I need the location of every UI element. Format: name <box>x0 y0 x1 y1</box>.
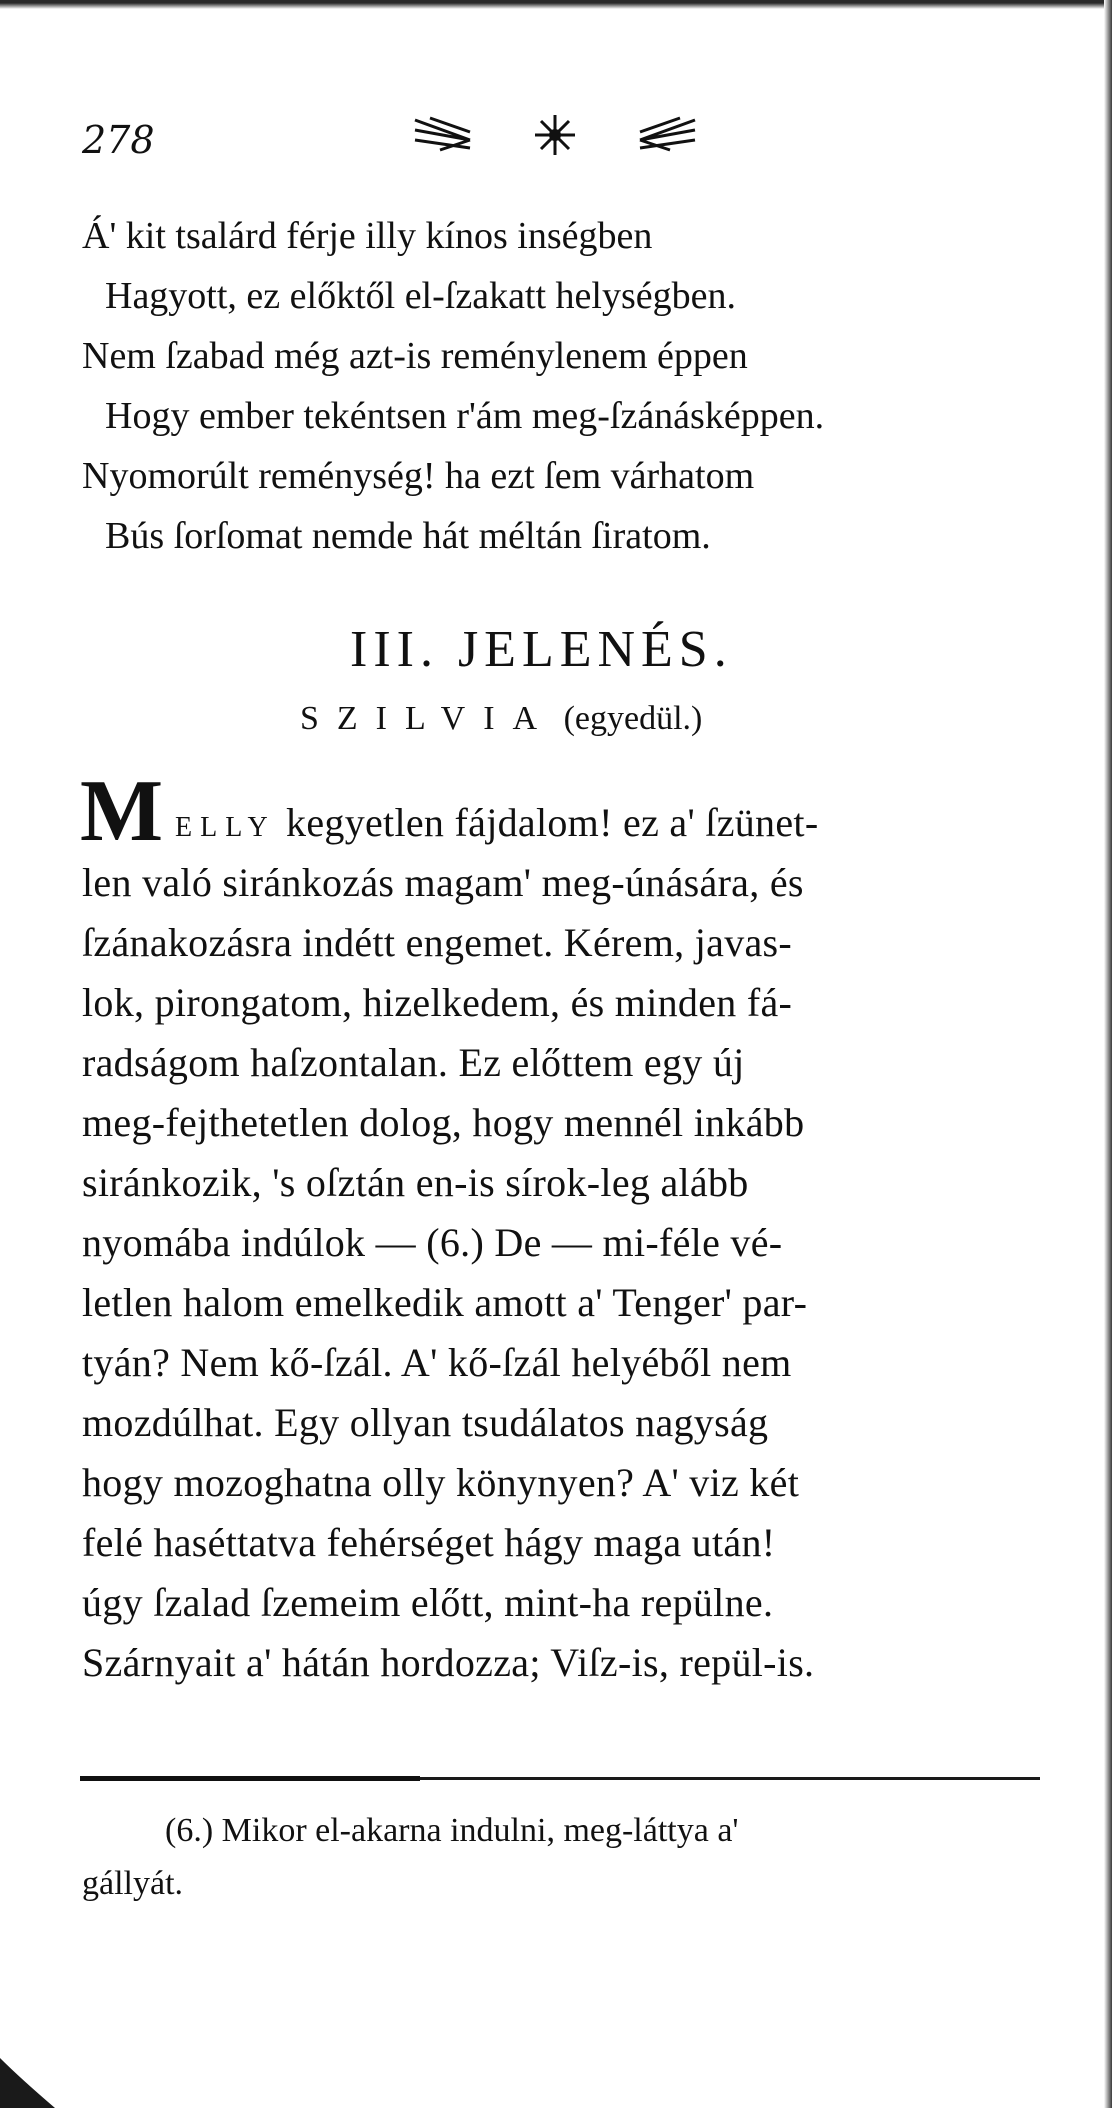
verse-line-3: Nem ſzabad még azt-is reménylenem éppen <box>82 335 748 377</box>
prose-line: letlen halom emelkedik amott a' Tenger' par- <box>82 1280 808 1325</box>
verse-line-4: Hogy ember tekéntsen r'ám meg-ſzánásképpen. <box>105 395 825 437</box>
footnote-line-2: gállyát. <box>82 1865 184 1902</box>
drop-cap: M <box>80 763 164 860</box>
prose-line: nyomába indúlok — (6.) De — mi-féle vé- <box>82 1220 783 1265</box>
speaker-name: SZILVIA <box>300 700 556 737</box>
ornament-icon <box>410 110 700 160</box>
prose-line: úgy ſzalad ſzemeim előtt, mint-ha repülne. <box>82 1580 774 1625</box>
page-corner-fold-icon <box>0 2038 90 2108</box>
footnote-line-1: (6.) Mikor el-akarna indulni, meg-láttya a' <box>165 1812 739 1849</box>
page-right-edge-shadow <box>1104 0 1112 2108</box>
prose-line: tyán? Nem kő-ſzál. A' kő-ſzál helyéből nem <box>82 1340 792 1385</box>
prose-line: radságom haſzontalan. Ez előttem egy új <box>82 1040 745 1085</box>
footnote-rule-accent <box>80 1776 420 1781</box>
prose-line: siránkozik, 's oſztán en-is sírok-leg alább <box>82 1160 749 1205</box>
page-number: 278 <box>82 118 155 162</box>
prose-line: meg-fejthetetlen dolog, hogy mennél inkább <box>82 1100 805 1145</box>
verse-line-2: Hagyott, ez előktől el-ſzakatt helységben. <box>105 275 736 317</box>
prose-line: Szárnyait a' hátán hordozza; Viſz-is, repül-is. <box>82 1640 815 1685</box>
prose-line: lok, pirongatom, hizelkedem, és minden fá- <box>82 980 793 1025</box>
prose-first-line <box>175 798 818 853</box>
verse-line-6: Bús ſorſomat nemde hát méltán ſiratom. <box>105 515 711 557</box>
prose-line: felé haséttatva fehérséget hágy maga után! <box>82 1520 776 1565</box>
verse-line-1: Á' kit tsalárd férje illy kínos inségben <box>82 215 653 257</box>
prose-line: hogy mozoghatna olly könynyen? A' viz két <box>82 1460 800 1505</box>
verse-line-5: Nyomorúlt reménység! ha ezt ſem várhatom <box>82 455 755 497</box>
page-top-edge-shadow <box>0 0 1112 10</box>
prose-line: len való siránkozás magam' meg-únására, és <box>82 860 804 905</box>
prose-line: mozdúlhat. Egy ollyan tsudálatos nagyság <box>82 1400 769 1445</box>
speaker-line <box>300 700 702 738</box>
scene-heading: III. JELENÉS. <box>350 621 733 678</box>
prose-line: ſzánakozásra indétt engemet. Kérem, javas- <box>82 920 793 965</box>
stage-direction: (egyedül.) <box>563 700 703 737</box>
first-line-text: kegyetlen fájdalom! ez a' ſzünet- <box>275 800 819 845</box>
first-word-smallcaps: ELLY <box>175 812 276 843</box>
